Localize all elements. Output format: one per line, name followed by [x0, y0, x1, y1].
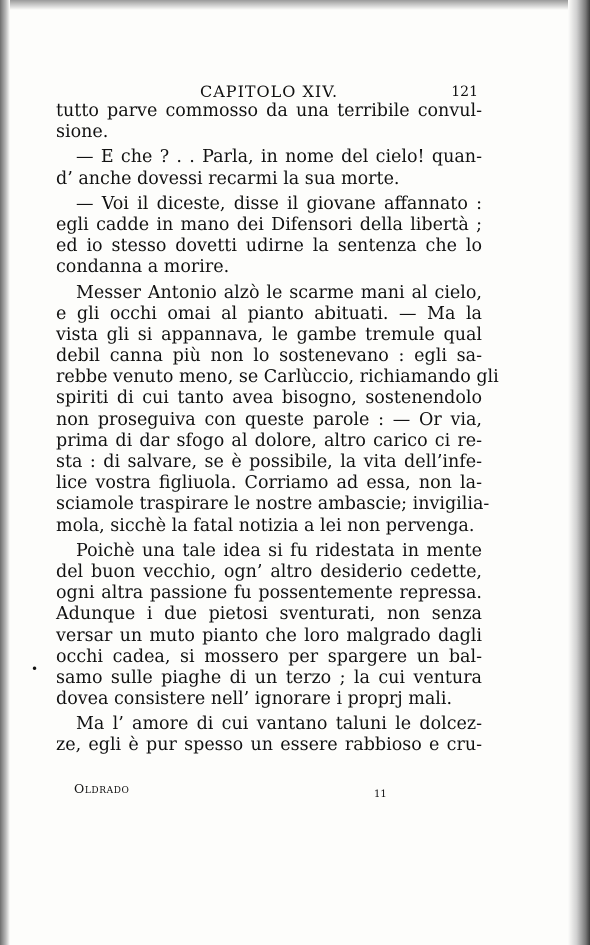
- paragraph: [56, 282, 499, 537]
- text-line: Messer Antonio alzò le scarme mani al cielo,: [76, 282, 482, 303]
- chapter-title: CAPITOLO XIV.: [200, 82, 339, 101]
- page-footer: [74, 781, 404, 801]
- page-right-binding-shadow: [568, 0, 590, 945]
- text-line: Adunque i due pietosi sventurati, non senza: [56, 604, 482, 625]
- margin-mark: •: [31, 662, 39, 676]
- paragraph: [56, 194, 482, 279]
- text-line: ze, egli è pur spesso un essere rabbioso e cru-: [56, 735, 482, 756]
- text-line: — E che ? . . Parla, in nome del cielo! quan-: [76, 147, 482, 168]
- text-line: occhi cadea, si mossero per spargere un bal-: [56, 646, 482, 667]
- text-line: samo sulle piaghe di un terzo ; la cui ventura: [56, 667, 482, 688]
- text-line: del buon vecchio, ogn’ altro desiderio cedette,: [56, 561, 482, 582]
- body-text: [56, 101, 499, 757]
- text-line: tutto parve commosso da una terribile convul-: [56, 101, 482, 121]
- text-line: dovea consistere nell’ ignorare i proprj mali.: [56, 689, 453, 710]
- text-line: d’ anche dovessi recarmi la sua morte.: [56, 168, 400, 189]
- paragraph: [56, 541, 482, 711]
- text-line: ogni altra passione fu possentemente repressa.: [56, 583, 482, 604]
- text-line: spiriti di cui tanto avea bisogno, sostenendolo: [56, 388, 482, 409]
- text-line: sta : di salvare, se è possibile, la vita dell’infe-: [56, 452, 482, 472]
- text-line: sione.: [56, 122, 109, 143]
- text-line: e gli occhi omai al pianto abituati. — Ma la: [56, 303, 482, 324]
- text-line: vista gli si appannava, le gambe tremule qual: [56, 324, 482, 345]
- paragraph: [56, 101, 482, 143]
- text-line: egli cadde in mano dei Difensori della libertà ;: [56, 214, 482, 235]
- signature-mark: 11: [374, 789, 387, 800]
- text-line: lice vostra figliuola. Corriamo ad essa, non la-: [56, 473, 482, 494]
- paragraph: [56, 147, 482, 189]
- page-top-shadow: [0, 0, 590, 10]
- paragraph: [56, 714, 482, 756]
- text-line: debil canna più non lo sostenevano : egli sa-: [56, 346, 482, 367]
- text-line: mola, sicchè la fatal notizia a lei non pervenga.: [56, 515, 475, 536]
- page-left-shadow: [0, 0, 10, 945]
- text-line: Ma l’ amore di cui vantano taluni le dolcez-: [76, 714, 482, 735]
- text-line: condanna a morire.: [56, 257, 230, 278]
- text-line: prima di dar sfogo al dolore, altro carico ci re-: [56, 430, 482, 451]
- text-line: Poichè una tale idea si fu ridestata in mente: [76, 540, 482, 561]
- text-line: sciamole traspirare le nostre ambascie; invigilia-: [56, 494, 490, 515]
- text-line: rebbe venuto meno, se Carlùccio, richiamando gli: [56, 367, 499, 388]
- text-line: versar un muto pianto che loro malgrado dagli: [56, 625, 482, 646]
- page-number: 121: [451, 84, 478, 100]
- printer-signature: Oldrado: [74, 781, 130, 796]
- text-line: non proseguiva con queste parole : — Or via,: [56, 409, 482, 430]
- text-line: ed io stesso dovetti udirne la sentenza che lo: [56, 236, 482, 257]
- text-line: — Voi il diceste, disse il giovane affannato :: [76, 193, 482, 214]
